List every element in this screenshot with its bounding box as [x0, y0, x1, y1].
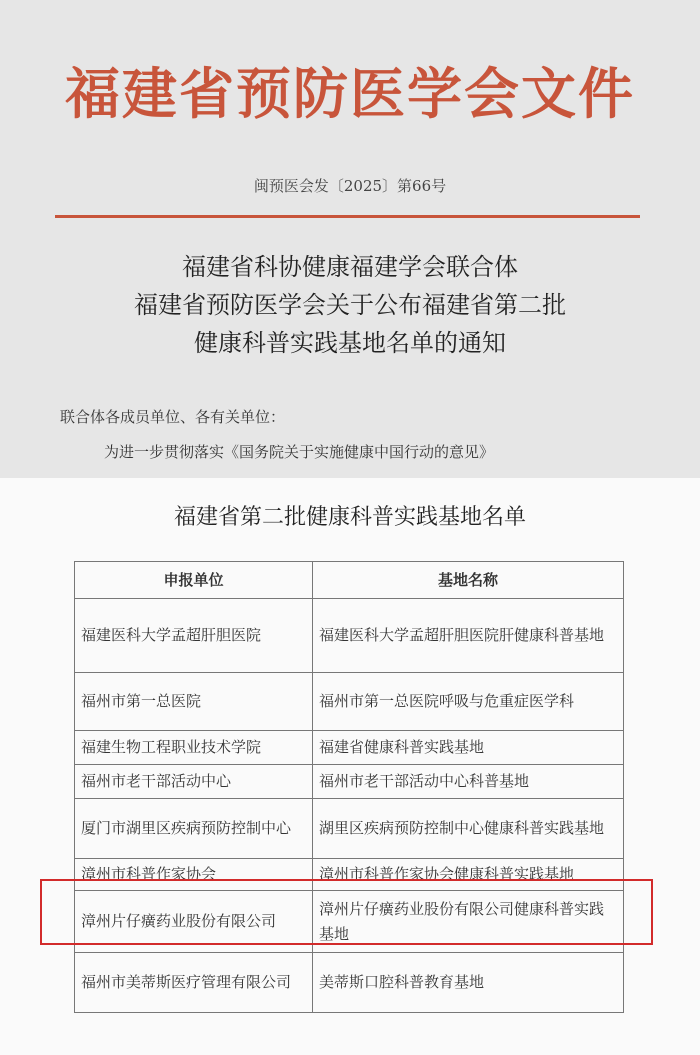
base-cell: 福建省健康科普实践基地 [313, 731, 624, 765]
unit-cell: 福州市老干部活动中心 [75, 765, 313, 799]
table-row [75, 799, 624, 859]
base-cell: 湖里区疾病预防控制中心健康科普实践基地 [313, 799, 624, 859]
column-header-unit: 申报单位 [75, 562, 313, 599]
highlight-box [40, 879, 653, 945]
table-row [75, 953, 624, 1013]
document-header-title: 福建省预防医学会文件 [64, 61, 635, 126]
unit-cell: 福建医科大学孟超肝胆医院 [75, 599, 313, 673]
base-cell: 福州市老干部活动中心科普基地 [313, 765, 624, 799]
document-number: 闽预医会发〔2025〕第66号 [253, 177, 447, 195]
red-divider-line [55, 215, 640, 218]
table-header-row [75, 562, 624, 599]
base-list-table [74, 561, 624, 1013]
notice-title-line: 健康科普实践基地名单的通知 [194, 329, 506, 357]
notice-title-line: 福建省科协健康福建学会联合体 [182, 253, 518, 281]
unit-cell: 福州市美蒂斯医疗管理有限公司 [75, 953, 313, 1013]
base-cell: 美蒂斯口腔科普教育基地 [313, 953, 624, 1013]
salutation-text: 联合体各成员单位、各有关单位： [60, 408, 286, 426]
intro-text: 为进一步贯彻落实《国务院关于实施健康中国行动的意见》 [104, 443, 495, 461]
base-cell: 漳州市科普作家协会健康科普实践基地 [313, 859, 624, 891]
notice-title [0, 248, 700, 362]
list-title: 福建省第二批健康科普实践基地名单 [173, 505, 526, 530]
table-row [75, 673, 624, 731]
table-row [75, 731, 624, 765]
table-row [75, 599, 624, 673]
unit-cell: 福建生物工程职业技术学院 [75, 731, 313, 765]
unit-cell: 漳州市科普作家协会 [75, 859, 313, 891]
notice-title-line: 福建省预防医学会关于公布福建省第二批 [134, 291, 566, 319]
base-cell: 福州市第一总医院呼吸与危重症医学科 [313, 673, 624, 731]
unit-cell: 漳州片仔癀药业股份有限公司 [75, 891, 313, 953]
table-row [75, 765, 624, 799]
unit-cell: 厦门市湖里区疾病预防控制中心 [75, 799, 313, 859]
base-cell: 漳州片仔癀药业股份有限公司健康科普实践基地 [313, 891, 624, 953]
unit-cell: 福州市第一总医院 [75, 673, 313, 731]
base-cell: 福建医科大学孟超肝胆医院肝健康科普基地 [313, 599, 624, 673]
column-header-base: 基地名称 [313, 562, 624, 599]
